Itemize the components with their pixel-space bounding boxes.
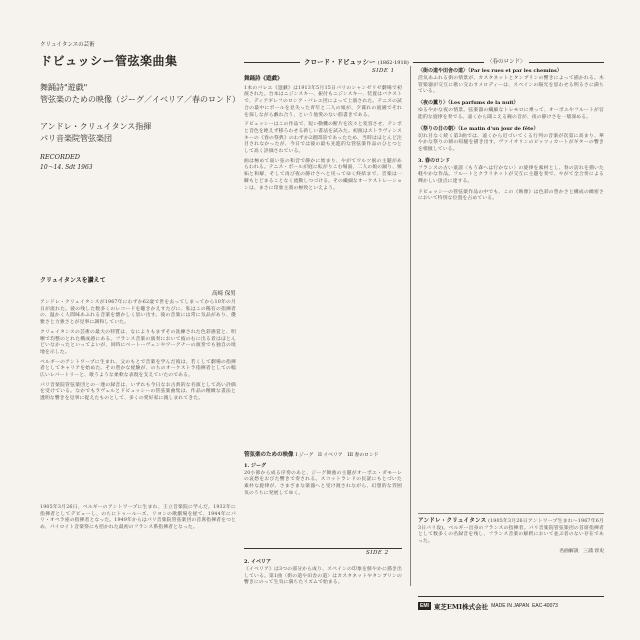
essay-paragraph: パリ音楽院管弦楽団との一連の録音は、いずれも今日なお古典的な名演として高い評価を受けている。なかでもラヴェルとドビュッシーの管弦楽曲集は、作品の精緻な書法と透明な響きを見事に捉えたものとして、多くの愛好家に親しまれてきた。 [40,382,236,402]
bio-rule [418,513,604,514]
work-2: 管弦楽のための映像（ジーグ／イベリア／春のロンド） [40,95,240,104]
iberia-section [244,559,402,587]
bio-credit: 名曲解説 三浦 淳史 [559,548,604,554]
essay-paragraph: アンドレ・クリュイタンスが1967年にわずか62歳で世を去ってしまってから10年の月日が流れた。彼の残した数多くのレコードを聴きかえすたびに、私はこの稀有の指揮者の、温かく人間味あふれる音楽を懐かしく思い出す。彼の音楽には常に気品があり、優雅さと力強さとが見事に調和していた。 [40,300,236,326]
jeux-paragraph: 曲は極めて弱い弦の和音で静かに始まり、やがてワルツ風の主題があらわれる。テニス・ボールが庭に転がりこむ場面、二人の娘の踊り、嫉妬と和解、そして再び夜の静けさへと戻ってゆく終結まで、音楽は一瞬もとどまることなく流動しつづける。その繊細なオーケストレーションは、まさに印象主義の極致といえよう。 [244,158,403,191]
movement-text: ゆるやかな夜の情景。弦楽器の繊細なトレモロに乗って、オーボエやフルートが官能的な旋律を奏でる。遠くから聞こえる鐘の音が、夜の静けさを一層深める。 [418,108,604,120]
essay-body [40,300,236,406]
bio-text: (1905年3月26日アントワープ生まれ〜1967年6月3日パリ没)。ベルギー出身のフランスの指揮者。パリ音楽院管弦楽団の首席指揮者として数多くの名録音を残し、フランス音楽の解釈において並ぶ者のない存在であった。 [418,519,604,545]
iberia-movement-3: 〈祭りの日の朝〉（Le matin d'un jour de fête） [418,125,539,132]
bio-title: アンドレ・クリュイタンス [418,518,487,524]
movement-text: ドビュッシーの管弦楽作品の中でも、この《映像》は色彩の豊かさと構成の緻密さにおいて特別な位置を占めている。 [418,189,604,202]
bio-section [418,518,604,556]
composer-name: クロード・ドビュッシー [304,58,376,66]
essay-paragraph: 1905年3月26日、ベルギーのアントワープに生まれ、王立音楽院に学んだ。1932年に指揮者としてデビューし、のちにトゥールーズ、リヨンの歌劇場を経て、1944年にパリ・オペラ座の指揮者となった。1949年からはパリ音楽院管弦楽団の首席指揮者をつとめ、バイロイト音楽祭にも招かれた最初のフランス系指揮者となった。 [40,505,236,531]
column-b [418,68,604,207]
composer-header [300,57,413,66]
recorded-date: 10〜14. Sdt 1963 [40,164,93,171]
series-label: クリュイタンスの芸術 [40,42,95,48]
jeux-paragraph: 1本のバレエ《遊戯》は1913年5月15日パリのシャンゼリゼ劇場で初演された。台本はニジンスキー、振付もニジンスキー、装置はバクストで、ディアギレフのロシア・バレエ団によって上演された。テニスの試合の最中にボールを見失った青年と二人の娘が、夕暮れの庭園でそれを探しながら戯れ合う、という他愛のない筋書きである。 [244,85,402,118]
column-a [244,76,402,195]
movement-text: フランスの古い童謡〈もう森へは行かない〉の旋律を素材とし、春の訪れを描いた軽やかな作品。フルートとクラリネットが交互に主題を奏で、やがて全合奏による輝かしい頂点に達する。 [418,165,604,185]
recorded-label: RECORDED [40,153,81,161]
footer [418,600,604,612]
section-jeux-title: 舞踊詩《遊戯》 [244,76,283,82]
essay-title: クリュイタンスを讃えて [40,277,106,284]
side-2-rule [244,548,402,549]
made-in-japan: MADE IN JAPAN [491,603,530,609]
movement-text: 活気あふれる街の情景が、カスタネットとタンブリンの響きによって描かれる。木管楽器が交互に歌い交わすメロディーは、スペインの陽光を思わせる明るさに満ちている。 [418,76,604,95]
company-name: 東芝EMI株式会社 [433,602,489,611]
footer-rule [418,596,604,597]
conductor: アンドレ・クリュイタンス指揮 [40,122,152,131]
side-1-label: SIDE 1 [372,68,395,74]
images-title: 管弦楽のための映像 [244,452,294,458]
rondes-heading: 3. 春のロンド [418,157,450,164]
biography-left [40,505,236,532]
essay-paragraph: クリュイタンスの芸術の最大の特質は、なによりもまずその洗練された色彩感覚と、明晰で均整のとれた構成感にある。フランス音楽の演奏において彼の右に出る者はほとんどいなかったといってよいが、同時にベートーヴェンやワーグナーの演奏でも独自の境地を示した。 [40,329,236,355]
iberia-movement-1: 〈街の道や田舎の道〉（Par les rues et par les chemins） [418,68,562,74]
essay-author: 高崎 保男 [212,291,236,297]
iberia-movement-2: 〈夜の薫り〉（Les parfums de la nuit） [418,100,519,107]
composer-years: (1862-1918) [377,60,409,66]
emi-logo: EMI [420,603,429,609]
right-column-heading: 〈春のロンド〉 [484,57,529,65]
movement-text: 切れ目なく続く第3曲では、遠くから近づいてくる行列の音楽が次第に高まり、華やかな祭りの朝の喧騒を描き出す。ヴァイオリンのピッツィカートがギターの響きを模倣している。 [418,133,604,152]
jeux-paragraph: ドビュッシーはこの作品で、短い動機の断片を次々と変容させ、テンポと音色を絶えず移ろわせる新しい書法を試みた。初演はストラヴィンスキーの《春の祭典》のわずか2週間前であったため、当時はほとんど注目されなかったが、今日では彼の最も先進的な管弦楽作品のひとつとして高く評価されている。 [244,122,402,155]
iberia-text: 《イベリア》は3つの部分から成り、スペインの印象を鮮やかに描き出している。第1曲〈街の道や田舎の道〉はカスタネットやタンブリンの響きにのって生気に満ちたリズムで始まる。 [244,567,402,586]
header-rule-top [244,62,604,63]
catalog-number: EAC-40073 [532,603,558,609]
essay-paragraph: ベルギーのアントワープに生まれ、父のもとで音楽を学んだ彼は、若くして劇場の指揮者としてキャリアを始めた。その豊かな経験が、のちのオーケストラ指揮者としての幅広いレパートリーと、歌うような柔軟な表現を支えていたのである。 [40,359,236,379]
images-section [244,452,402,498]
iberia-heading: 2. イベリア [244,559,271,565]
jig-text: 20小節から成る序奏のあと、ジーグ舞曲の主題がオーボエ・ダモーレの哀愁をおびた響きで奏される。スコットランドの民謡にもとづいた素朴な旋律が、さまざまな楽器へと受け渡されながら、幻想的な雰囲気のうちに発展してゆく。 [244,470,402,496]
side-2-label: SIDE 2 [366,550,389,556]
orchestra: パリ音楽院管弦楽団 [40,134,112,143]
album-title: ドビュッシー管弦楽曲集 [40,54,178,68]
jig-heading: 1. ジーグ [244,462,266,469]
work-1: 舞踊詩"遊戯" [40,83,88,92]
column-divider [410,66,411,586]
images-subtitle: I ジーグ II イベリア III 春のロンド [295,453,379,458]
